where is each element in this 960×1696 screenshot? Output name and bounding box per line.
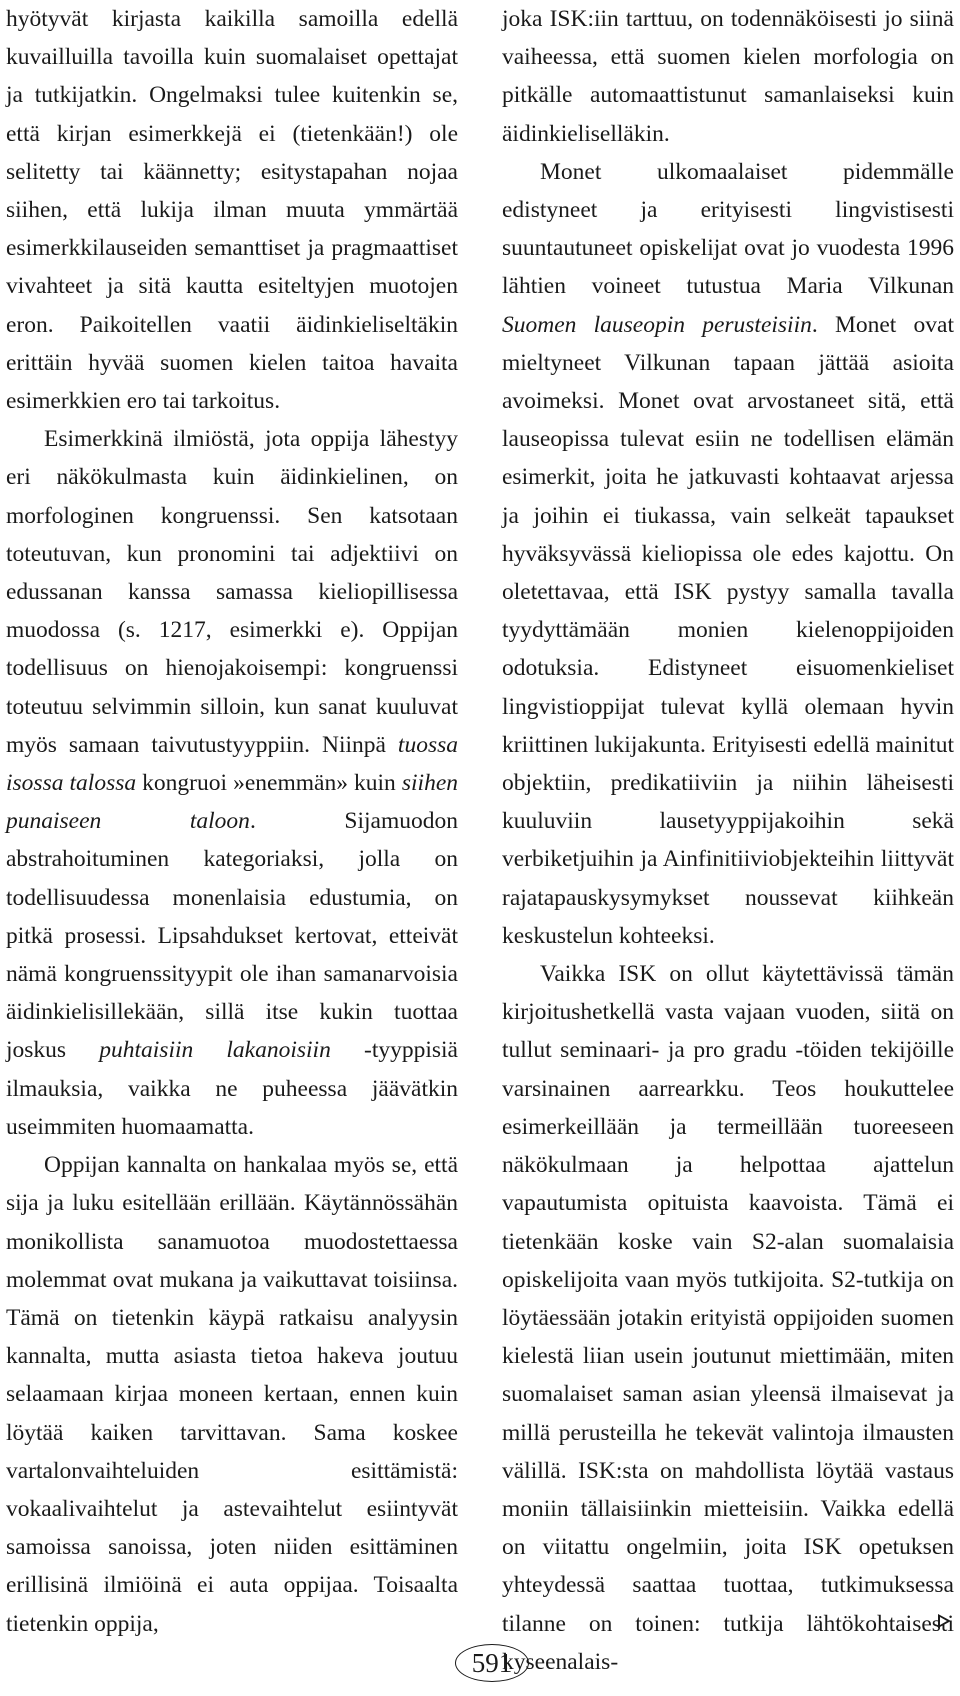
left-p2-text-c: . Sijamuodon abstrahoituminen kategoriaksi, jolla on todellisuudessa monenlaisia edustumia, on pitkä prosessi. Lipsahdukset kertovat, etteivät nämä kongruenssityypit ole ihan samanarvoisia äidinkielisillekään, sillä itse kukin tuottaa joskus xyxy=(6,808,458,1064)
left-paragraph-3 xyxy=(6,1146,458,1643)
left-p2-text-a: Esimerkkinä ilmiöstä, jota oppija lähestyy eri näkökulmasta kuin äidinkielinen, on morfologinen kongruenssi. Sen katsotaan toteutuvan, kun pronomini tai adjektiivi on edussanan kanssa samassa kieliopillisessa muodossa (s. 1217, esimerkki e). Oppijan todellisuus on hienojakoisempi: kongruenssi toteutuu selvimmin silloin, kun sanat kuuluvat myös samaan taivutustyyppiin. Niinpä xyxy=(6,426,458,758)
right-paragraph-3 xyxy=(502,955,954,1681)
right-column xyxy=(502,0,954,1681)
left-p1-text: hyötyvät kirjasta kaikilla samoilla edellä kuvailluilla tavoilla kuin suomalaiset opettajat ja tutkijatkin. Ongelmaksi tulee kuitenkin se, että kirjan esimerkkejä ei (tietenkään!) ole selitetty tai käännetty; esitystapahan nojaa siihen, että lukija ilman muuta ymmärtää esimerkkilauseiden semanttiset ja pragmaattiset vivahteet ja sitä kautta esiteltyjen muotojen eron. Paikoitellen vaatii äidinkieliseltäkin erittäin hyvää suomen kielen taitoa havaita esimerkkien ero tai tarkoitus. xyxy=(6,6,458,415)
page-number-text: 591 xyxy=(471,1647,513,1678)
italic-example-puhtaisiin: puhtaisiin lakanoisiin xyxy=(99,1037,331,1064)
left-p2-text-d: -tyyppisiä ilmauksia, vaikka ne puheessa jäävätkin useimmiten huomaamatta. xyxy=(6,1037,458,1140)
italic-example-tuossa: tuossa isossa talossa xyxy=(6,731,458,797)
left-paragraph-1 xyxy=(6,0,458,420)
left-paragraph-2 xyxy=(6,420,458,1146)
right-p2-text-a: Monet ulkomaalaiset pidemmälle edistyneet ja erityisesti lingvistisesti suuntautuneet opiskelijat ovat jo vuodesta 1996 lähtien voineet tutustua Maria Vilkunan xyxy=(502,158,954,300)
page-number xyxy=(455,1644,529,1682)
italic-book-title: Suomen lauseopin perusteisiin xyxy=(502,311,812,338)
right-paragraph-1 xyxy=(502,0,954,153)
left-p2-text-b: kongruoi »enemmän» kuin xyxy=(136,770,402,797)
right-paragraph-2 xyxy=(502,153,954,955)
left-column xyxy=(6,0,458,1643)
triangle-right-outline-icon xyxy=(938,1614,951,1628)
right-p2-text-b: . Monet ovat mieltyneet Vilkunan tapaan jättää asioita avoimeksi. Monet ovat arvostaneet sitä, että lauseopissa tulevat esiin ne todellisen elämän esimerkit, joita he jatkuvasti kohtaavat arjessa ja joihin ei tiukassa, vain selkeät tapaukset hyväksyvässä kieliopissa ole edes kajottu. On oletettavaa, että ISK pystyy samalla tavalla tyydyttämään monien kielenoppijoiden odotuksia. Edistyneet eisuomenkieliset lingvistioppijat tulevat kyllä olemaan hyvin kriittinen lukijakunta. Erityisesti edellä mainitut objektiin, predikatiiviin ja niihin läheisesti kuuluviin lausetyyppijakoihin sekä verbiketjuihin ja Ainfinitiiviobjekteihin liittyvät rajatapauskysymykset noussevat kiihkeän keskustelun kohteeksi. xyxy=(502,311,954,949)
italic-example-siihen: siihen punaiseen taloon xyxy=(6,770,458,835)
right-p1-text: joka ISK:iin tarttuu, on todennäköisesti jo siinä vaiheessa, että suomen kielen morfologia on pitkälle automaattistunut samanlaiseksi kuin äidinkieliselläkin. xyxy=(502,6,954,147)
right-p3-text: Vaikka ISK on ollut käytettävissä tämän kirjoitushetkellä vasta vajaan vuoden, siitä on tullut seminaari- ja pro gradu -töiden tekijöille varsinainen aarrearkku. Teos houkuttelee esimerkeillään ja termeillään tuoreeseen näkökulmaan ja helpottaa ajattelun vapautumista opituista kaavoista. Tämä ei tietenkään koske vain S2-alan suomalaisia opiskelijoita vaan myös tutkijoita. S2-tutkija on löytäessään jotakin erityistä oppijoiden suomen kielestä liian usein joutunut miettimään, miten suomalaiset saman asian yleensä ilmaisevat ja millä perusteilla he tekevät valintoja ilmausten välillä. ISK:sta on mahdollista löytää vastaus moniin tällaisiinkin mietteisiin. Vaikka edellä on viitattu ongelmiin, joita ISK opetuksen yhteydessä saattaa tuottaa, tutkimuksessa tilanne on toinen: tutkija lähtökohtaisesti kyseenalais- xyxy=(502,961,954,1675)
left-p3-text: Oppijan kannalta on hankalaa myös se, että sija ja luku esitellään erillään. Käytännössähän monikollista sanamuotoa muodostettaessa molemmat ovat mukana ja vaikuttavat toisiinsa. Tämä on tietenkin käypä ratkaisu analyysin kannalta, mutta asiasta tietoa hakeva joutuu selaamaan kirjaa moneen kertaan, ennen kuin löytää kaiken tarvittavan. Sama koskee vartalonvaihteluiden esittämistä: vokaalivaihtelut ja astevaihtelut esiintyvät samoissa sanoissa, joten niiden esittäminen erillisinä ilmiöinä ei auta oppijaa. Toisaalta tietenkin oppija, xyxy=(6,1152,458,1637)
